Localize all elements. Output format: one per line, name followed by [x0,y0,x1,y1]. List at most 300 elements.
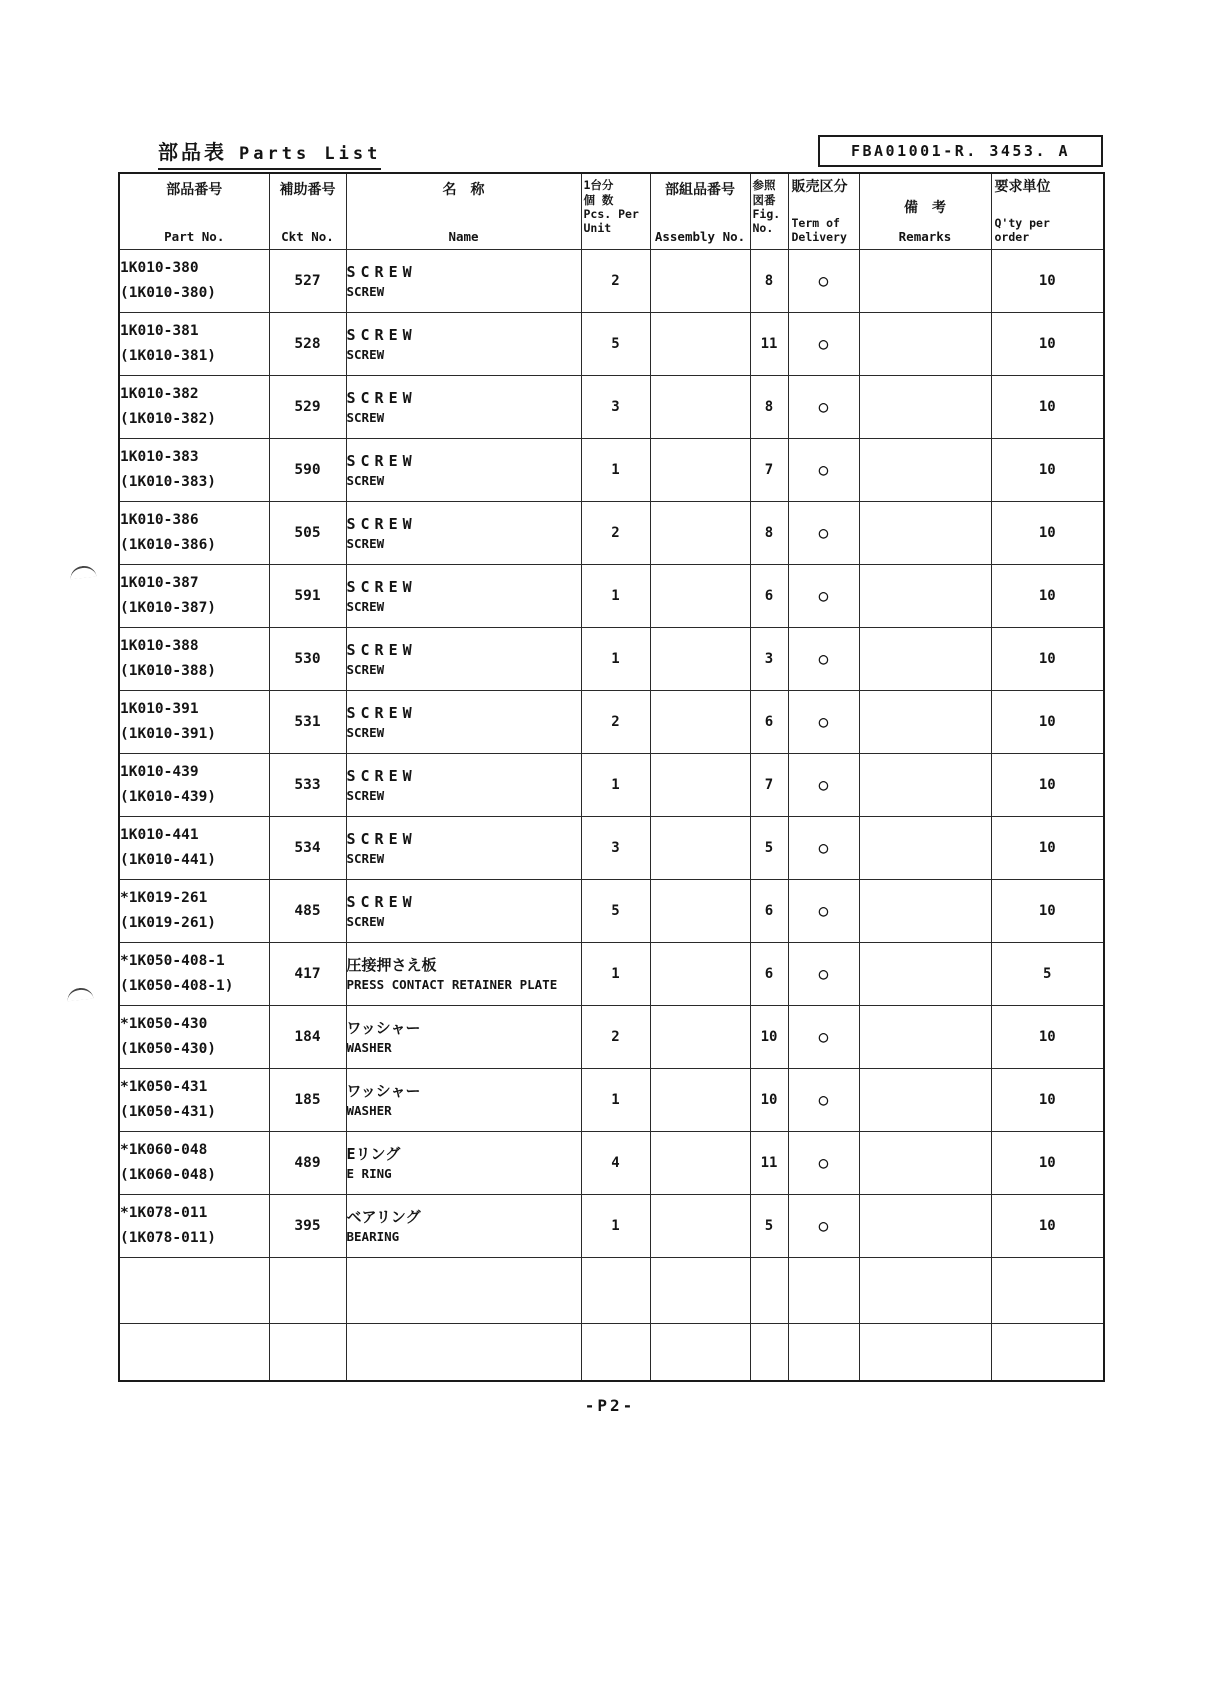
fig-no-cell: 5 [750,816,788,879]
part-no: 1K010-391 [120,700,199,717]
name-primary: SCREW [346,766,417,785]
delivery-circle-icon: ○ [818,1153,829,1172]
fig-no-cell: 7 [750,438,788,501]
col-header-name-en: Name [448,229,479,245]
assembly-no-cell [650,312,750,375]
col-header-remarks-en: Remarks [898,229,952,245]
part-no-paren: (1K050-430) [120,1040,217,1057]
page-title-jp: 部品表 [158,140,227,164]
name-primary: SCREW [346,577,417,596]
name-cell [346,1194,581,1257]
assembly-no-cell [650,816,750,879]
name-secondary: WASHER [346,1103,392,1118]
empty-cell [788,1323,859,1381]
remarks-cell [859,249,991,312]
part-no-paren: (1K050-431) [120,1103,217,1120]
part-no-paren: (1K050-408-1) [120,977,234,994]
assembly-no-cell [650,1068,750,1131]
name-cell [346,1131,581,1194]
fig-no-cell: 8 [750,501,788,564]
ckt-no-cell: 591 [269,564,346,627]
col-header-qty-en2: order [994,229,1030,244]
col-header-fig-en1: Fig. [752,207,781,221]
col-header-qty-en1: Q'ty per [994,215,1050,230]
assembly-no-cell [650,249,750,312]
part-no-cell [119,816,269,879]
table-row [119,501,1104,564]
fig-no-cell: 6 [750,942,788,1005]
assembly-no-cell [650,375,750,438]
delivery-circle-icon: ○ [818,397,829,416]
remarks-cell [859,1068,991,1131]
ckt-no-cell: 528 [269,312,346,375]
name-secondary: BEARING [346,1229,400,1244]
ckt-no-cell: 530 [269,627,346,690]
name-primary: SCREW [346,892,417,911]
part-no: *1K019-261 [120,889,208,906]
part-no-paren: (1K010-391) [120,725,217,742]
fig-no-cell: 7 [750,753,788,816]
fig-no-cell: 6 [750,879,788,942]
col-header-assembly-jp: 部組品番号 [665,182,735,199]
col-header-name [346,173,581,249]
doc-number-box [818,135,1103,167]
name-secondary: SCREW [346,599,385,614]
name-cell [346,816,581,879]
name-secondary: PRESS CONTACT RETAINER PLATE [346,977,558,992]
qty-per-order-cell: 10 [991,1068,1104,1131]
col-header-fig-jp1: 参照 [752,178,776,193]
table-row [119,753,1104,816]
fig-no-cell: 10 [750,1068,788,1131]
qty-per-order-cell: 10 [991,249,1104,312]
col-header-delivery [788,173,859,249]
col-header-delivery-en2: Delivery [791,229,847,244]
name-secondary: SCREW [346,410,385,425]
name-cell [346,1005,581,1068]
col-header-pcs-jp1: 1台分 [583,178,614,193]
name-cell [346,375,581,438]
name-secondary: SCREW [346,725,385,740]
part-no-paren: (1K010-383) [120,473,217,490]
fig-no-cell: 8 [750,249,788,312]
col-header-part-no-jp: 部品番号 [166,182,223,199]
part-no-cell [119,438,269,501]
part-no: *1K050-408-1 [120,952,225,969]
delivery-cell [788,879,859,942]
pcs-per-unit-cell: 2 [581,1005,650,1068]
ckt-no-cell: 534 [269,816,346,879]
pcs-per-unit-cell: 1 [581,942,650,1005]
delivery-circle-icon: ○ [818,1027,829,1046]
part-no: 1K010-380 [120,259,199,276]
ckt-no-cell: 529 [269,375,346,438]
part-no-cell [119,312,269,375]
part-no: 1K010-382 [120,385,199,402]
part-no-cell [119,879,269,942]
remarks-cell [859,690,991,753]
col-header-part-no-en: Part No. [164,229,225,245]
remarks-cell [859,564,991,627]
name-cell [346,753,581,816]
col-header-pcs-jp2: 個 数 [583,192,614,207]
table-row [119,1194,1104,1257]
name-secondary: SCREW [346,851,385,866]
fig-no-cell: 6 [750,564,788,627]
col-header-fig-en2: No. [752,221,774,236]
name-secondary: SCREW [346,788,385,803]
delivery-cell [788,627,859,690]
part-no-cell [119,942,269,1005]
name-primary: 圧接押さえ板 [346,955,437,974]
part-no-cell [119,564,269,627]
table-row [119,816,1104,879]
delivery-circle-icon: ○ [818,775,829,794]
name-primary: SCREW [346,451,417,470]
col-header-name-jp: 名 称 [442,182,485,199]
name-primary: Eリング [346,1144,401,1163]
assembly-no-cell [650,501,750,564]
pcs-per-unit-cell: 1 [581,438,650,501]
part-no: 1K010-388 [120,637,199,654]
empty-cell [991,1323,1104,1381]
delivery-circle-icon: ○ [818,838,829,857]
remarks-cell [859,753,991,816]
name-primary: ワッシャー [346,1081,421,1100]
name-primary: SCREW [346,640,417,659]
part-no-cell [119,1131,269,1194]
name-primary: SCREW [346,325,417,344]
col-header-qty-jp: 要求単位 [994,179,1051,196]
name-secondary: SCREW [346,914,385,929]
table-row [119,312,1104,375]
part-no: 1K010-383 [120,448,199,465]
ckt-no-cell: 505 [269,501,346,564]
delivery-circle-icon: ○ [818,460,829,479]
name-cell [346,690,581,753]
name-primary: SCREW [346,514,417,533]
pcs-per-unit-cell: 2 [581,501,650,564]
fig-no-cell: 5 [750,1194,788,1257]
empty-cell [991,1257,1104,1323]
qty-per-order-cell: 10 [991,879,1104,942]
empty-cell [750,1257,788,1323]
doc-number: FBA01001-R. 3453. A [850,142,1071,160]
qty-per-order-cell: 10 [991,564,1104,627]
assembly-no-cell [650,942,750,1005]
name-cell [346,879,581,942]
col-header-ckt-no [269,173,346,249]
fig-no-cell: 11 [750,312,788,375]
fig-no-cell: 6 [750,690,788,753]
assembly-no-cell [650,1194,750,1257]
col-header-fig [750,173,788,249]
table-row [119,690,1104,753]
remarks-cell [859,627,991,690]
empty-cell [346,1257,581,1323]
remarks-cell [859,1005,991,1068]
part-no: 1K010-439 [120,763,199,780]
table-row [119,564,1104,627]
empty-cell [650,1323,750,1381]
part-no-paren: (1K010-386) [120,536,217,553]
delivery-circle-icon: ○ [818,901,829,920]
qty-per-order-cell: 5 [991,942,1104,1005]
delivery-cell [788,1194,859,1257]
pcs-per-unit-cell: 5 [581,879,650,942]
delivery-cell [788,438,859,501]
part-no-cell [119,1005,269,1068]
col-header-delivery-en1: Term of [791,215,840,230]
page-title-en: Parts List [239,144,382,164]
parts-table [118,172,1105,1382]
handwritten-margin-mark [66,987,93,1002]
part-no-paren: (1K010-387) [120,599,217,616]
delivery-circle-icon: ○ [818,334,829,353]
assembly-no-cell [650,564,750,627]
table-row [119,627,1104,690]
delivery-cell [788,501,859,564]
ckt-no-cell: 527 [269,249,346,312]
delivery-circle-icon: ○ [818,1090,829,1109]
pcs-per-unit-cell: 1 [581,753,650,816]
pcs-per-unit-cell: 2 [581,690,650,753]
name-cell [346,249,581,312]
delivery-cell [788,1005,859,1068]
name-secondary: SCREW [346,662,385,677]
empty-cell [581,1257,650,1323]
empty-table-row [119,1323,1104,1381]
part-no: *1K050-430 [120,1015,208,1032]
name-cell [346,564,581,627]
pcs-per-unit-cell: 4 [581,1131,650,1194]
delivery-circle-icon: ○ [818,1216,829,1235]
delivery-circle-icon: ○ [818,649,829,668]
pcs-per-unit-cell: 1 [581,1194,650,1257]
ckt-no-cell: 533 [269,753,346,816]
empty-cell [650,1257,750,1323]
name-primary: SCREW [346,388,417,407]
name-secondary: SCREW [346,473,385,488]
delivery-cell [788,564,859,627]
remarks-cell [859,1131,991,1194]
col-header-ckt-no-en: Ckt No. [281,229,334,245]
table-row [119,438,1104,501]
name-cell [346,312,581,375]
remarks-cell [859,501,991,564]
part-no-paren: (1K010-439) [120,788,217,805]
col-header-assembly [650,173,750,249]
remarks-cell [859,942,991,1005]
col-header-part-no [119,173,269,249]
ckt-no-cell: 590 [269,438,346,501]
fig-no-cell: 11 [750,1131,788,1194]
qty-per-order-cell: 10 [991,1131,1104,1194]
part-no: *1K060-048 [120,1141,208,1158]
name-secondary: SCREW [346,347,385,362]
empty-cell [859,1323,991,1381]
remarks-cell [859,375,991,438]
qty-per-order-cell: 10 [991,312,1104,375]
delivery-cell [788,942,859,1005]
part-no-cell [119,1194,269,1257]
assembly-no-cell [650,627,750,690]
empty-cell [269,1323,346,1381]
name-primary: SCREW [346,829,417,848]
name-cell [346,1068,581,1131]
delivery-circle-icon: ○ [818,523,829,542]
delivery-cell [788,375,859,438]
delivery-cell [788,249,859,312]
name-secondary: E RING [346,1166,392,1181]
pcs-per-unit-cell: 1 [581,564,650,627]
empty-cell [859,1257,991,1323]
empty-cell [581,1323,650,1381]
col-header-pcs [581,173,650,249]
pcs-per-unit-cell: 5 [581,312,650,375]
table-row [119,1068,1104,1131]
assembly-no-cell [650,1005,750,1068]
fig-no-cell: 3 [750,627,788,690]
page-footer: -P2- [584,1396,636,1415]
delivery-circle-icon: ○ [818,712,829,731]
col-header-pcs-en1: Pcs. Per [583,207,639,221]
col-header-ckt-no-jp: 補助番号 [279,182,336,199]
page-title [158,136,381,170]
qty-per-order-cell: 10 [991,627,1104,690]
ckt-no-cell: 531 [269,690,346,753]
col-header-fig-jp2: 図番 [752,192,776,207]
part-no-paren: (1K010-382) [120,410,217,427]
part-no-paren: (1K010-381) [120,347,217,364]
empty-cell [346,1323,581,1381]
remarks-cell [859,312,991,375]
part-no-paren: (1K010-388) [120,662,217,679]
pcs-per-unit-cell: 3 [581,816,650,879]
col-header-pcs-en2: Unit [583,221,612,236]
delivery-cell [788,816,859,879]
pcs-per-unit-cell: 2 [581,249,650,312]
pcs-per-unit-cell: 3 [581,375,650,438]
table-row [119,249,1104,312]
delivery-cell [788,753,859,816]
fig-no-cell: 10 [750,1005,788,1068]
ckt-no-cell: 395 [269,1194,346,1257]
assembly-no-cell [650,1131,750,1194]
table-header-row [119,173,1104,249]
name-cell [346,627,581,690]
pcs-per-unit-cell: 1 [581,1068,650,1131]
empty-cell [119,1323,269,1381]
col-header-remarks-jp: 備 考 [904,200,946,217]
delivery-circle-icon: ○ [818,964,829,983]
part-no-paren: (1K010-380) [120,284,217,301]
name-cell [346,501,581,564]
name-cell [346,438,581,501]
part-no-paren: (1K019-261) [120,914,217,931]
qty-per-order-cell: 10 [991,690,1104,753]
delivery-cell [788,312,859,375]
name-secondary: SCREW [346,284,385,299]
table-row [119,942,1104,1005]
name-primary: SCREW [346,703,417,722]
remarks-cell [859,879,991,942]
ckt-no-cell: 417 [269,942,346,1005]
name-secondary: WASHER [346,1040,392,1055]
assembly-no-cell [650,879,750,942]
parts-table-body [119,249,1104,1381]
remarks-cell [859,438,991,501]
qty-per-order-cell: 10 [991,753,1104,816]
qty-per-order-cell: 10 [991,375,1104,438]
empty-cell [269,1257,346,1323]
col-header-remarks [859,173,991,249]
part-no-cell [119,375,269,438]
remarks-cell [859,1194,991,1257]
table-row [119,879,1104,942]
name-primary: ベアリング [346,1207,421,1226]
part-no-cell [119,501,269,564]
part-no: 1K010-386 [120,511,199,528]
assembly-no-cell [650,753,750,816]
ckt-no-cell: 485 [269,879,346,942]
part-no-cell [119,249,269,312]
qty-per-order-cell: 10 [991,501,1104,564]
part-no-paren: (1K060-048) [120,1166,217,1183]
delivery-circle-icon: ○ [818,586,829,605]
qty-per-order-cell: 10 [991,438,1104,501]
part-no-paren: (1K078-011) [120,1229,217,1246]
ckt-no-cell: 489 [269,1131,346,1194]
part-no: 1K010-387 [120,574,199,591]
delivery-cell [788,1131,859,1194]
part-no-cell [119,627,269,690]
name-cell [346,942,581,1005]
part-no: *1K078-011 [120,1204,208,1221]
qty-per-order-cell: 10 [991,1194,1104,1257]
fig-no-cell: 8 [750,375,788,438]
handwritten-margin-mark [69,565,96,580]
col-header-delivery-jp: 販売区分 [791,179,848,196]
delivery-cell [788,690,859,753]
empty-table-row [119,1257,1104,1323]
ckt-no-cell: 184 [269,1005,346,1068]
pcs-per-unit-cell: 1 [581,627,650,690]
assembly-no-cell [650,690,750,753]
assembly-no-cell [650,438,750,501]
table-row [119,375,1104,438]
qty-per-order-cell: 10 [991,1005,1104,1068]
remarks-cell [859,816,991,879]
empty-cell [119,1257,269,1323]
empty-cell [750,1323,788,1381]
empty-cell [788,1257,859,1323]
table-row [119,1131,1104,1194]
col-header-assembly-en: Assembly No. [654,229,746,245]
table-row [119,1005,1104,1068]
part-no-cell [119,690,269,753]
ckt-no-cell: 185 [269,1068,346,1131]
name-primary: SCREW [346,262,417,281]
part-no: 1K010-381 [120,322,199,339]
part-no-cell [119,1068,269,1131]
part-no-paren: (1K010-441) [120,851,217,868]
delivery-cell [788,1068,859,1131]
delivery-circle-icon: ○ [818,271,829,290]
part-no-cell [119,753,269,816]
qty-per-order-cell: 10 [991,816,1104,879]
part-no: *1K050-431 [120,1078,208,1095]
